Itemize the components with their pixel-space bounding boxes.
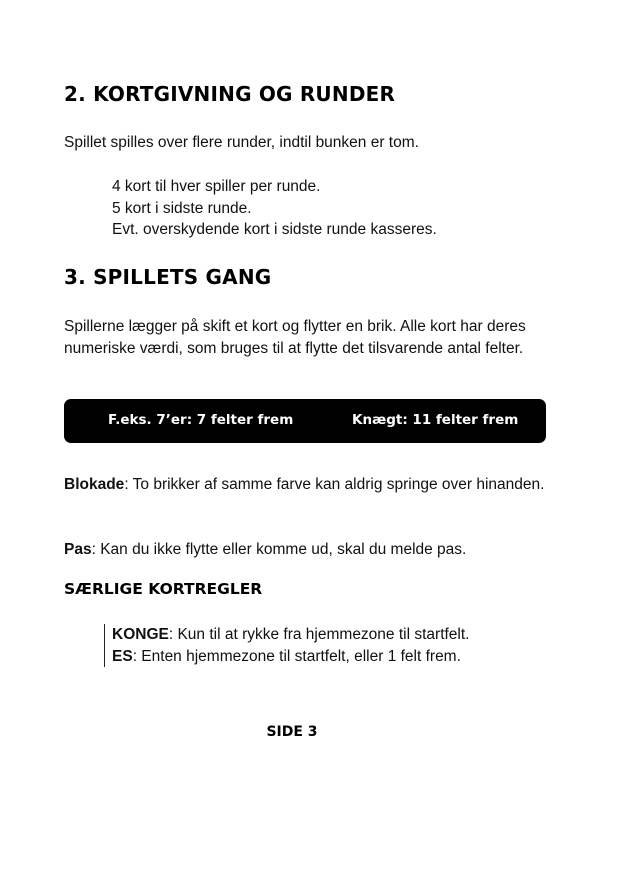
section-3-heading: 3. SPILLETS GANG [64,265,272,289]
example-banner [64,399,546,443]
pas-rule [64,539,554,561]
banner-example-seven: F.eks. 7’er: 7 felter frem [108,412,294,428]
page-number: SIDE 3 [266,724,318,740]
section-3-intro: Spillerne lægger på skift et kort og flytter en brik. Alle kort har deres numeriske værdi, som bruges til at flytte det tilsvarende antal felter. [64,318,526,357]
blokade-text: : To brikker af samme farve kan aldrig springe over hinanden. [124,476,545,493]
rule-es [112,646,469,668]
blokade-rule [64,474,554,496]
dealing-rules-list [112,176,437,241]
pas-text: : Kan du ikke flytte eller komme ud, skal du melde pas. [91,541,467,558]
list-item: 4 kort til hver spiller per runde. [112,178,321,195]
section-2-intro: Spillet spilles over flere runder, indtil bunken er tom. [64,134,419,151]
rule-term: KONGE [112,626,169,643]
section-2-heading: 2. KORTGIVNING OG RUNDER [64,82,396,106]
banner-example-jack: Knægt: 11 felter frem [352,412,519,428]
rule-text: : Enten hjemmezone til startfelt, eller 1 felt frem. [132,647,461,665]
special-rules-block [104,624,469,667]
list-item: 5 kort i sidste runde. [112,199,252,217]
special-rules-heading: SÆRLIGE KORTREGLER [64,580,263,598]
rule-text: : Kun til at rykke fra hjemmezone til startfelt. [168,626,470,643]
rule-term: ES [112,647,133,665]
list-item: Evt. overskydende kort i sidste runde kasseres. [112,221,437,238]
rule-konge [112,624,469,646]
pas-term: Pas [64,541,92,558]
blokade-term: Blokade [64,476,125,493]
